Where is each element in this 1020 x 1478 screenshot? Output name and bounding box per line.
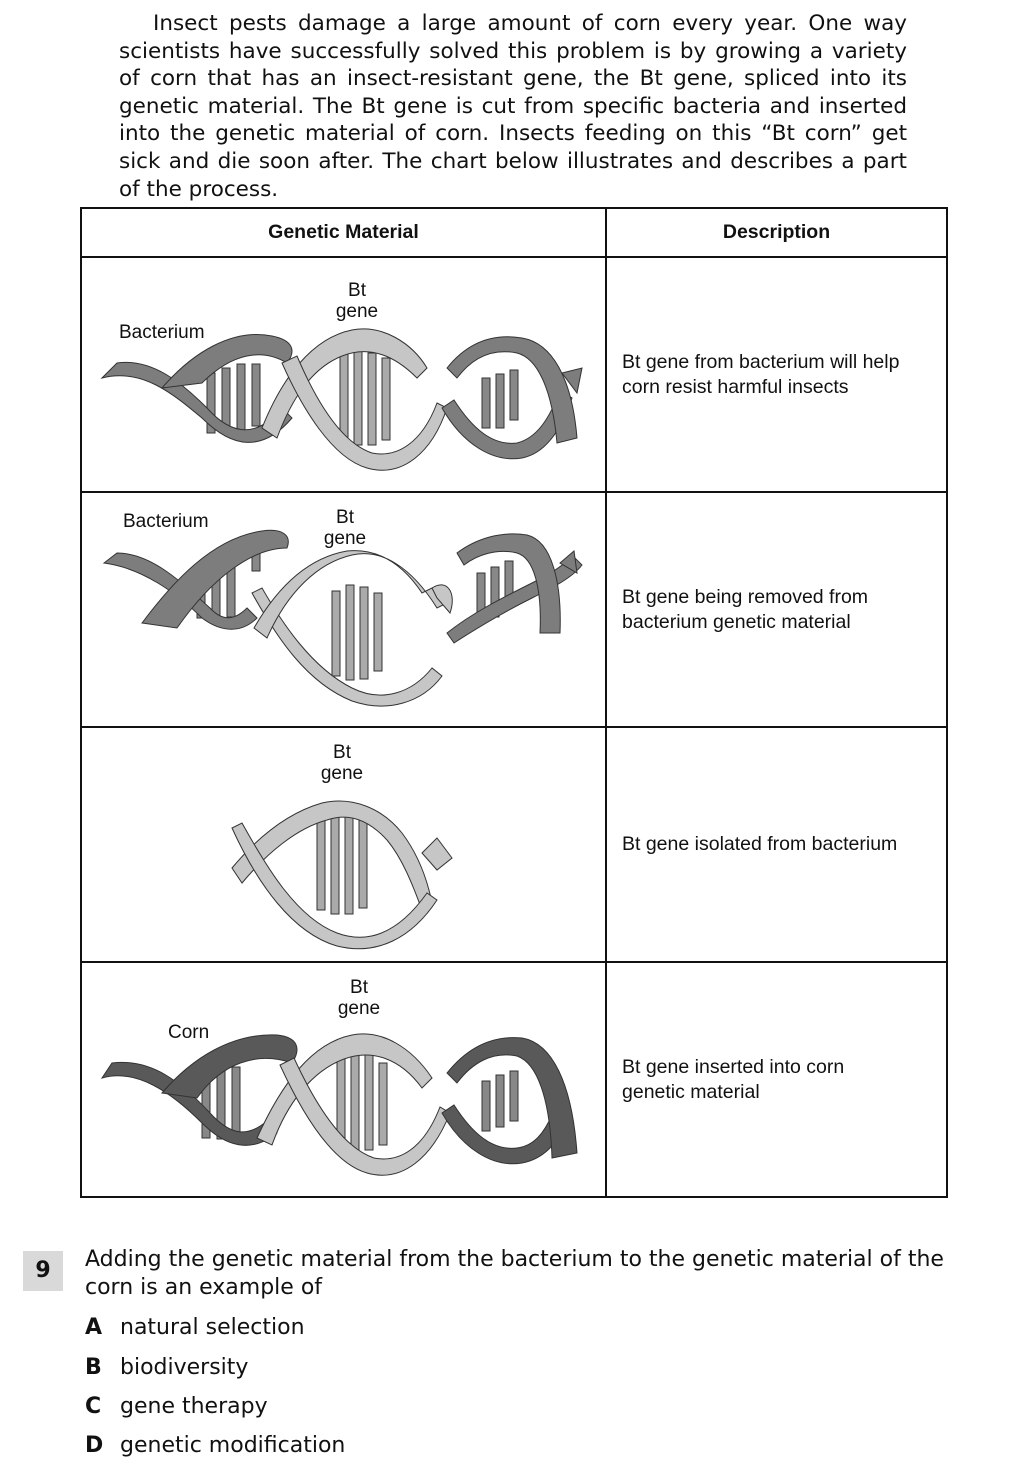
answer-option-c[interactable] xyxy=(85,1393,268,1421)
chart-row xyxy=(81,257,947,492)
bt-gene-removal-illustration xyxy=(82,493,605,726)
description-cell: Bt gene isolated from bacterium xyxy=(606,727,947,962)
genetic-material-cell xyxy=(81,492,606,727)
bacterium-dna-illustration xyxy=(82,258,605,491)
organism-label: Bacterium xyxy=(119,322,205,343)
chart-row xyxy=(81,727,947,962)
intro-passage: Insect pests damage a large amount of corn every year. One way scientists have successfully solved this problem is by growing a variety of corn that has an insect-resistant gene, the Bt gene, spliced into its genetic material. The Bt gene is cut from specific bacteria and inserted into the genetic material of corn. Insects feeding on this “Bt corn” get sick and die soon after. The chart below illustrates and describes a part of the process. xyxy=(119,11,907,202)
option-text: natural selection xyxy=(120,1315,305,1340)
question-number: 9 xyxy=(23,1251,63,1291)
chart-row xyxy=(81,962,947,1197)
chart-row xyxy=(81,492,947,727)
process-chart xyxy=(80,207,948,1198)
option-letter: A xyxy=(85,1315,103,1340)
option-text: biodiversity xyxy=(120,1355,249,1380)
option-text: genetic modification xyxy=(120,1433,346,1458)
chart-header-row xyxy=(81,208,947,257)
option-letter: D xyxy=(85,1433,104,1458)
description-cell: Bt gene being removed from bacterium genetic material xyxy=(606,492,947,727)
answer-option-b[interactable] xyxy=(85,1354,248,1382)
option-letter: C xyxy=(85,1394,102,1419)
bt-gene-label: Bt gene xyxy=(320,742,364,784)
bt-gene-label: Bt gene xyxy=(323,507,367,549)
organism-label: Bacterium xyxy=(123,511,209,532)
question-text: Adding the genetic material from the bacterium to the genetic material of the corn is an example of xyxy=(85,1247,944,1300)
header-description: Description xyxy=(606,208,947,257)
description-cell: Bt gene from bacterium will help corn resist harmful insects xyxy=(606,257,947,492)
isolated-bt-gene-illustration xyxy=(82,728,605,961)
bt-gene-label: Bt gene xyxy=(337,977,381,1019)
answer-option-d[interactable] xyxy=(85,1432,345,1460)
answer-option-a[interactable] xyxy=(85,1314,305,1342)
description-cell: Bt gene inserted into corn genetic material xyxy=(606,962,947,1197)
genetic-material-cell xyxy=(81,962,606,1197)
genetic-material-cell xyxy=(81,727,606,962)
genetic-material-cell xyxy=(81,257,606,492)
header-genetic-material: Genetic Material xyxy=(81,208,606,257)
organism-label: Corn xyxy=(168,1022,210,1043)
option-text: gene therapy xyxy=(120,1394,268,1419)
bt-gene-label: Bt gene xyxy=(335,280,379,322)
corn-dna-illustration xyxy=(82,963,605,1196)
option-letter: B xyxy=(85,1355,102,1380)
